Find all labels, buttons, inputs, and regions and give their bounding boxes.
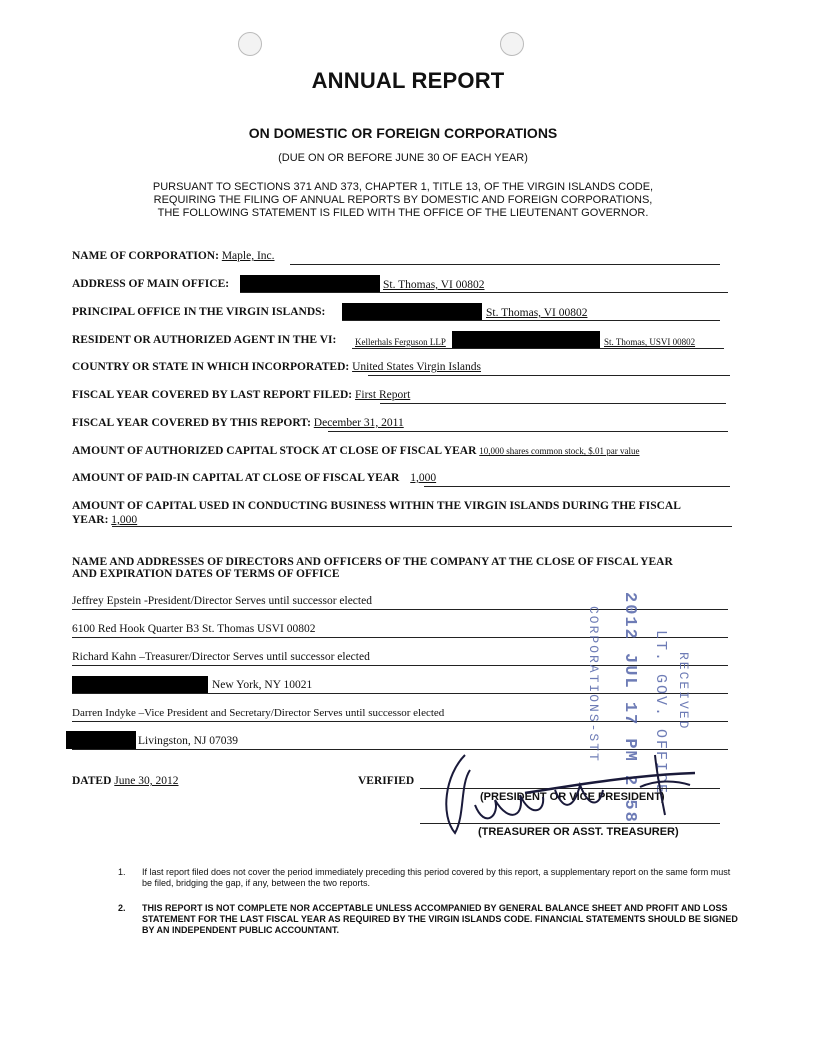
note-2	[118, 903, 738, 936]
directors-heading-line: AND EXPIRATION DATES OF TERMS OF OFFICE	[72, 568, 340, 580]
this-fiscal-year-value: December 31, 2011	[313, 417, 404, 429]
president-caption: (PRESIDENT OR VICE PRESIDENT)	[480, 791, 665, 803]
note-2-number: 2.	[118, 903, 126, 913]
dated-value: June 30, 2012	[114, 775, 179, 787]
directors-heading	[72, 556, 673, 580]
redaction-bar	[452, 331, 600, 349]
main-office-row	[72, 278, 229, 290]
pursuant-line: REQUIRING THE FILING OF ANNUAL REPORTS BY DOMESTIC AND FOREIGN CORPORATIONS,	[153, 194, 653, 206]
incorporation-row	[72, 361, 481, 373]
punch-hole-right	[500, 32, 524, 56]
received-stamp-received: RECEIVED	[676, 652, 691, 731]
page-title: ANNUAL REPORT	[311, 68, 505, 93]
paid-in-capital-row	[72, 472, 436, 484]
director-line: 6100 Red Hook Quarter B3 St. Thomas USVI 00802	[72, 623, 316, 635]
authorized-capital-row	[72, 445, 639, 457]
director-line: Darren Indyke –Vice President and Secretary/Director Serves until successor elected	[72, 707, 445, 719]
pursuant-line: PURSUANT TO SECTIONS 371 AND 373, CHAPTER 1, TITLE 13, OF THE VIRGIN ISLANDS CODE,	[152, 181, 654, 193]
capital-used-row	[72, 500, 681, 512]
capital-used-line	[112, 526, 732, 527]
redaction-bar	[66, 731, 136, 749]
received-stamp-dept: CORPORATIONS-STT	[586, 606, 601, 763]
note-2-text: THIS REPORT IS NOT COMPLETE NOR ACCEPTABLE UNLESS ACCOMPANIED BY GENERAL BALANCE SHEET AND PROFIT AND LOSS STATEMENT FOR THE LAST FISCAL YEAR AS REQUIRED BY THE VIRGIN ISLANDS CODE. FINANCIAL STATEMENTS SHOULD BE SIGNED BY AN INDEPENDENT PUBLIC ACCOUNTANT.	[142, 903, 738, 935]
agent-location: St. Thomas, USVI 00802	[604, 337, 696, 347]
paid-in-capital-label: AMOUNT OF PAID-IN CAPITAL AT CLOSE OF FISCAL YEAR	[72, 472, 400, 484]
dated-row	[72, 775, 179, 787]
last-fiscal-year-label: FISCAL YEAR COVERED BY LAST REPORT FILED:	[72, 389, 353, 401]
this-fiscal-year-line	[328, 431, 728, 432]
agent-label: RESIDENT OR AUTHORIZED AGENT IN THE VI:	[72, 334, 337, 346]
this-fiscal-year-row	[72, 417, 404, 429]
received-stamp-office: LT. GOV. OFFICE	[652, 630, 669, 796]
treasurer-caption: (TREASURER OR ASST. TREASURER)	[478, 826, 679, 838]
last-fiscal-year-line	[380, 403, 726, 404]
note-1-text: If last report filed does not cover the period immediately preceding this period covered by this report, a supplementary report on the same form must be filed, bridging the gap, if any, between the two reports.	[142, 867, 731, 888]
corporation-name-label: NAME OF CORPORATION:	[72, 250, 219, 262]
note-1-number: 1.	[118, 867, 126, 877]
received-stamp-date: 2012 JUL 17 PM 2 58	[620, 592, 639, 824]
main-office-line	[240, 292, 728, 293]
principal-office-label: PRINCIPAL OFFICE IN THE VIRGIN ISLANDS:	[72, 306, 326, 318]
capital-used-row-2	[72, 514, 137, 526]
principal-office-line	[342, 320, 720, 321]
dated-label: DATED	[72, 775, 112, 787]
corporation-name-line	[290, 264, 720, 265]
directors-heading-line: NAME AND ADDRESSES OF DIRECTORS AND OFFICERS OF THE COMPANY AT THE CLOSE OF FISCAL YEAR	[72, 556, 673, 568]
agent-row	[72, 334, 336, 346]
corporation-name-row	[72, 250, 275, 262]
principal-office-row	[72, 306, 325, 318]
agent-name: Kellerhals Ferguson LLP	[355, 337, 446, 347]
incorporation-value: United States Virgin Islands	[352, 361, 481, 373]
capital-used-label-2: YEAR:	[72, 514, 109, 526]
verified-label: VERIFIED	[358, 775, 415, 787]
authorized-capital-label: AMOUNT OF AUTHORIZED CAPITAL STOCK AT CLOSE OF FISCAL YEAR	[72, 445, 477, 457]
agent-line	[352, 348, 724, 349]
main-office-label: ADDRESS OF MAIN OFFICE:	[72, 278, 230, 290]
note-1	[118, 867, 738, 889]
corporation-name-value: Maple, Inc.	[221, 250, 275, 262]
pursuant-statement	[0, 181, 806, 220]
pursuant-line: THE FOLLOWING STATEMENT IS FILED WITH THE OFFICE OF THE LIEUTENANT GOVERNOR.	[157, 207, 649, 219]
handwritten-signature	[425, 745, 715, 840]
director-line: Richard Kahn –Treasurer/Director Serves until successor elected	[72, 651, 370, 663]
director-line: New York, NY 10021	[212, 679, 313, 691]
paid-in-capital-value: 1,000	[410, 472, 437, 484]
director-line: Livingston, NJ 07039	[138, 735, 238, 747]
redaction-bar	[72, 676, 208, 694]
authorized-capital-value: 10,000 shares common stock, $.01 par value	[479, 446, 640, 456]
incorporation-label: COUNTRY OR STATE IN WHICH INCORPORATED:	[72, 361, 350, 373]
capital-used-label: AMOUNT OF CAPITAL USED IN CONDUCTING BUSINESS WITHIN THE VIRGIN ISLANDS DURING THE FISCAL	[72, 500, 681, 512]
main-office-value: St. Thomas, VI 00802	[383, 279, 485, 291]
principal-office-value: St. Thomas, VI 00802	[486, 307, 588, 319]
redaction-bar	[342, 303, 482, 321]
this-fiscal-year-label: FISCAL YEAR COVERED BY THIS REPORT:	[72, 417, 311, 429]
page-subtitle: ON DOMESTIC OR FOREIGN CORPORATIONS	[248, 125, 558, 141]
last-fiscal-year-value: First Report	[355, 389, 411, 401]
capital-used-value: 1,000	[111, 514, 138, 526]
redaction-bar	[240, 275, 380, 293]
incorporation-line	[368, 375, 730, 376]
last-fiscal-year-row	[72, 389, 410, 401]
punch-hole-left	[238, 32, 262, 56]
director-line: Jeffrey Epstein -President/Director Serves until successor elected	[72, 595, 372, 607]
due-date-note: (DUE ON OR BEFORE JUNE 30 OF EACH YEAR)	[278, 152, 528, 164]
paid-in-capital-line	[424, 486, 730, 487]
